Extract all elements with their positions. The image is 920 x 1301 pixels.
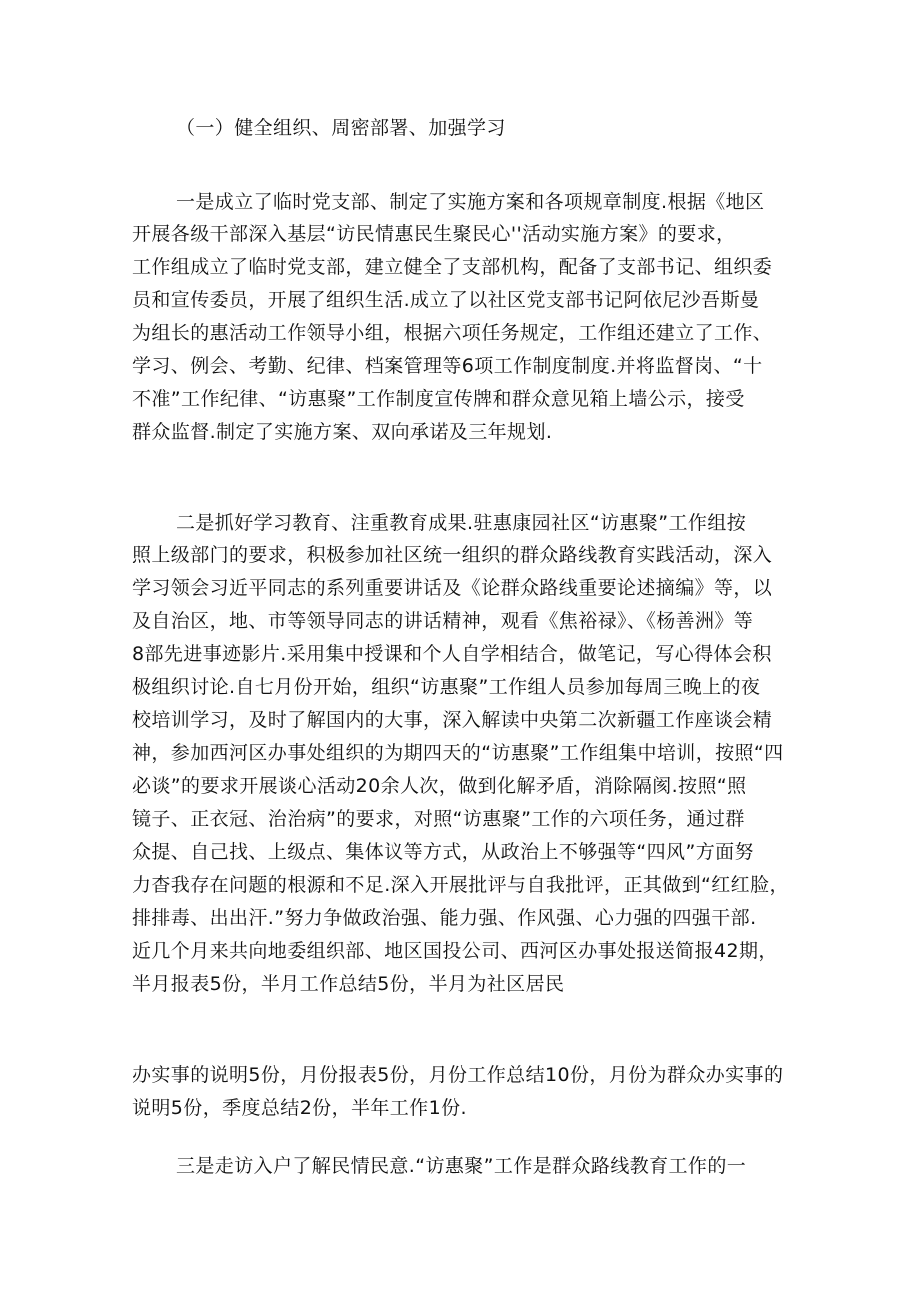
paragraph-line: 必谈”的要求开展谈心活动20余人次，做到化解矛盾，消除隔阂.按照“照: [132, 775, 747, 797]
paragraph-line: 学习领会习近平同志的系列重要讲话及《论群众路线重要论述摘编》等，以: [132, 577, 773, 599]
paragraph-line: 群众监督.制定了实施方案、双向承诺及三年规划.: [132, 421, 553, 443]
paragraph-line: 二是抓好学习教育、注重教育成果.驻惠康园社区“访惠聚”工作组按: [176, 512, 747, 534]
paragraph-line: 校培训学习，及时了解国内的大事，深入解读中央第二次新疆工作座谈会精: [132, 709, 773, 731]
paragraph-line: 一是成立了临时党支部、制定了实施方案和各项规章制度.根据《地区: [176, 191, 765, 213]
paragraph-line: 开展各级干部深入基层“访民情惠民生聚民心''活动实施方案》的要求，: [132, 223, 736, 245]
paragraph-line: 办实事的说明5份，月份报表5份，月份工作总结10份，月份为群众办实事的: [132, 1064, 784, 1086]
paragraph-line: 力杳我存在问题的根源和不足.深入开展批评与自我批评，正其做到“红红脸，: [132, 874, 789, 896]
paragraph-line: 工作组成立了临时党支部，建立健全了支部机构，配备了支部书记、组织委: [132, 256, 773, 278]
paragraph-line: 照上级部门的要求，积极参加社区统一组织的群众路线教育实践活动，深入: [132, 544, 773, 566]
paragraph-line: 众提、自己找、上级点、集体议等方式，从政治上不够强等“四风”方面努: [132, 841, 754, 863]
paragraph-line: 说明5份，季度总结2份，半年工作1份.: [132, 1097, 467, 1119]
paragraph-line: 三是走访入户了解民情民意.“访惠聚”工作是群众路线教育工作的一: [176, 1155, 747, 1177]
paragraph-line: 为组长的惠活动工作领导小组，根据六项任务规定，工作组还建立了工作、: [132, 322, 773, 344]
paragraph-line: 极组织讨论.自七月份开始，组织“访惠聚”工作组人员参加每周三晚上的夜: [132, 676, 761, 698]
paragraph-line: 半月报表5份，半月工作总结5份，半月为社区居民: [132, 973, 565, 995]
paragraph-line: 8部先进事迹影片.采用集中授课和个人自学相结合，做笔记，写心得体会积: [132, 643, 772, 665]
paragraph-line: 神，参加西河区办事处组织的为期四天的“访惠聚”工作组集中培训，按照“四: [132, 742, 784, 764]
paragraph-line: 近几个月来共向地委组织部、地区国投公司、西河区办事处报送简报42期，: [132, 940, 778, 962]
paragraph-line: 排排毒、出出汗.”努力争做政治强、能力强、作风强、心力强的四强干部.: [132, 907, 757, 929]
paragraph-line: 及自治区，地、市等领导同志的讲话精神，观看《焦裕禄》、《杨善洲》等: [132, 610, 754, 632]
paragraph-line: 学习、例会、考勤、纪律、档案管理等6项工作制度制度.并将监督岗、“十: [132, 355, 763, 377]
section-heading: （一）健全组织、周密部署、加强学习: [176, 117, 506, 139]
paragraph-line: 镜子、正衣冠、治治病”的要求，对照“访惠聚”工作的六项任务，通过群: [132, 808, 745, 830]
paragraph-line: 不准”工作纪律、“访惠聚”工作制度宣传牌和群众意见箱上墙公示，接受: [132, 388, 745, 410]
paragraph-line: 员和宣传委员，开展了组织生活.成立了以社区党支部书记阿依尼沙吾斯曼: [132, 289, 760, 311]
